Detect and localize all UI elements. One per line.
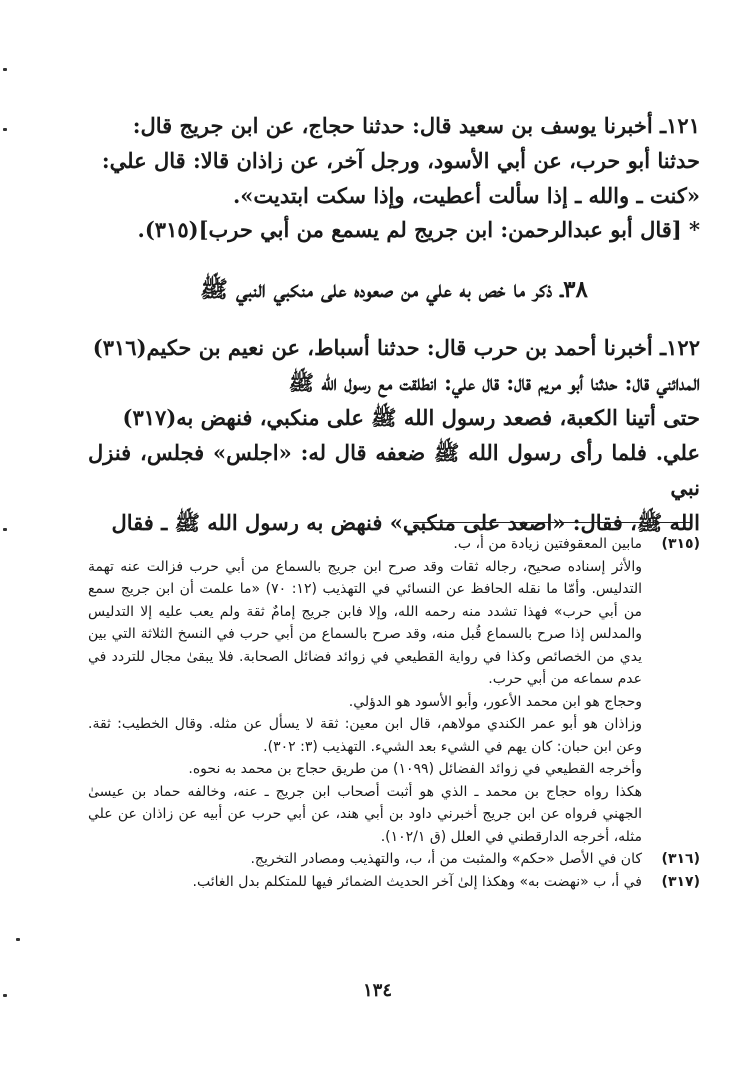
text-line: المدائني قال: حدثنا أبو مريم قال: قال علي: انطلقت مع رسول الله ﷺ	[288, 370, 700, 395]
footnote-number: (٣١٦)	[661, 851, 700, 867]
text-line: «كنت ـ والله ـ إذا سألت أعطيت، وإذا سكت ابتديت».	[232, 183, 700, 208]
footnote-body	[88, 848, 642, 871]
footnote-body	[88, 533, 642, 848]
footnote-paragraph: مابين المعقوفتين زيادة من أ، ب.	[453, 536, 642, 552]
footnote-paragraph: وحجاج هو ابن محمد الأعور، وأبو الأسود هو الدؤلي.	[348, 693, 642, 710]
footnote-paragraph: وأخرجه القطيعي في زوائد الفضائل (١٠٩٩) من طريق حجاج بن محمد به نحوه.	[188, 761, 642, 777]
footnote-number: (٣١٥)	[661, 536, 700, 552]
footnote-316	[88, 848, 700, 871]
footnote-number: (٣١٧)	[661, 873, 700, 890]
scan-speck	[16, 938, 20, 941]
chapter-heading: ٣٨ـ ذكر ما خص به علي من صعوده على منكبي النبي ﷺ	[200, 276, 588, 303]
footnote-body	[88, 871, 642, 894]
text-line: ١٢١ـ أخبرنا يوسف بن سعيد قال: حدثنا حجاج، عن ابن جريج قال:	[132, 113, 700, 138]
footnote-paragraph: كان في الأصل «حكم» والمثبت من أ، ب، والتهذيب ومصادر التخريج.	[250, 851, 642, 867]
footnote-paragraph: في أ، ب «نهضت به» وهكذا إلىٰ آخر الحديث الضمائر فيها للمتكلم بدل الغائب.	[192, 873, 642, 890]
footnote-317	[88, 871, 700, 894]
scan-speck	[3, 128, 7, 131]
footnote-315	[88, 533, 700, 848]
footnote-separator	[413, 522, 690, 523]
hadith-121	[88, 108, 700, 213]
text-line: حدثنا أبو حرب، عن أبي الأسود، ورجل آخر، عن زاذان قالا: قال علي:	[101, 148, 700, 173]
hadith-122	[88, 330, 700, 540]
text-line: علي. فلما رأى رسول الله ﷺ ضعفه قال له: «اجلس» فجلس، فنزل نبي	[88, 440, 700, 500]
scan-speck	[3, 528, 7, 531]
text-line: الله ﷺ، فقال: «اصعد على منكبي» فنهض به رسول الله ﷺ ـ فقال	[111, 510, 700, 535]
editor-note-315	[88, 212, 700, 247]
scan-speck	[3, 68, 7, 71]
text-line: حتى أتينا الكعبة، فصعد رسول الله ﷺ على منكبي، فنهض به(٣١٧)	[122, 405, 700, 430]
text-line: * [قال أبو عبدالرحمن: ابن جريج لم يسمع من أبي حرب](٣١٥).	[137, 217, 700, 242]
page-number: ١٣٤	[362, 980, 392, 1001]
text-line: ١٢٢ـ أخبرنا أحمد بن حرب قال: حدثنا أسباط، عن نعيم بن حكيم(٣١٦)	[92, 335, 700, 360]
footnote-paragraph: وزاذان هو أبو عمر الكندي مولاهم، قال ابن معين: ثقة لا يسأل عن مثله. وقال الخطيب: ثقة. وعن ابن حبان: كان يهم في الشيء بعد الشيء. التهذيب (٣: ٣٠٢).	[88, 716, 642, 755]
footnote-paragraph: هكذا رواه حجاج بن محمد ـ الذي هو أثبت أصحاب ابن جريج ـ عنه، وخالفه حماد بن عيسىٰ الجهني فرواه عن ابن جريج أخبرني داود بن أبي هند، عن أبي حرب عن أبيه عن زاذان عن علي مثله، أخرجه الدارقطني في العلل (ق ١٠٢/١).	[88, 783, 642, 845]
footnote-paragraph: والأثر إسناده صحيح، رجاله ثقات وقد صرح ابن جريج بالسماع من أبي حرب فزالت عنه تهمة التدليس. وأمّا ما نقله الحافظ عن النسائي في التهذيب (١٢: ٧٠) «ما علمت أن ابن جريج سمع من أبي حرب» فهذا تشدد منه رحمه الله، وإلا فابن جريج إمامٌ ثقة ولم يعب عليه إلا التدليس والمدلس إذا صرح بالسماع قُبل منه، وقد صرح بالسماع من أبي حرب في النسخ الثلاثة التي بين يدي من الخصائص وكذا في رواية القطيعي في زوائد فضائل الصحابة. فلا يبقىٰ مجال للتردد في عدم سماعه من أبي حرب.	[88, 558, 642, 687]
footnotes	[88, 533, 700, 893]
